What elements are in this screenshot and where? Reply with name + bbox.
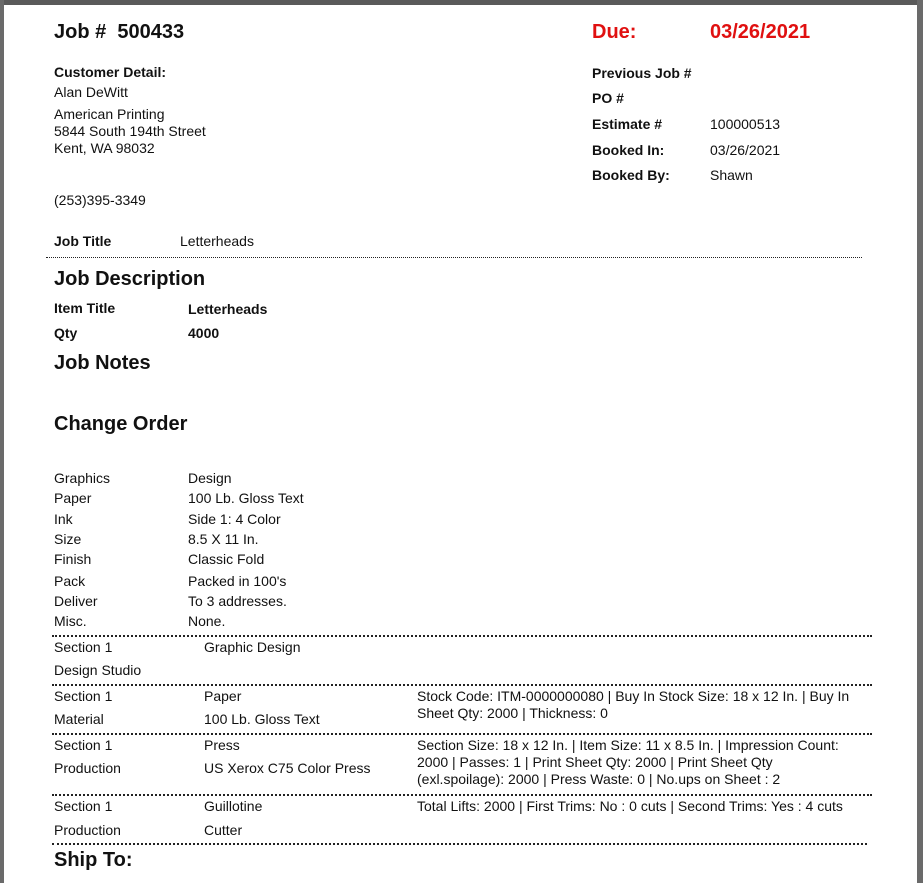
due-date: 03/26/2021: [710, 21, 811, 43]
spec-value: Classic Fold: [188, 551, 265, 567]
item-title-value: Letterheads: [188, 301, 268, 317]
customer-company: American Printing: [54, 106, 165, 122]
job-number-label: Job #: [54, 21, 107, 43]
estimate-value: 100000513: [710, 116, 781, 132]
item-title-label: Item Title: [54, 300, 116, 316]
divider: [52, 794, 872, 796]
qty-label: Qty: [54, 325, 78, 341]
spec-label: Pack: [54, 573, 86, 589]
qty-value: 4000: [188, 325, 220, 341]
spec-value: To 3 addresses.: [188, 593, 287, 609]
divider: [52, 733, 872, 735]
section-category: Production: [54, 822, 121, 838]
spec-label: Paper: [54, 490, 92, 506]
spec-label: Deliver: [54, 593, 98, 609]
section-label: Section 1: [54, 639, 113, 655]
section-details: Stock Code: ITM-0000000080 | Buy In Stock Size: 18 x 12 In. | Buy In Sheet Qty: 2000 | Thickness: 0: [417, 688, 850, 721]
spec-label: Ink: [54, 511, 73, 527]
due-label: Due:: [592, 21, 637, 43]
divider: [52, 843, 867, 845]
booked-in-value: 03/26/2021: [710, 142, 781, 158]
section-item-detail: 100 Lb. Gloss Text: [204, 711, 320, 727]
divider: [52, 684, 872, 686]
job-description-heading: Job Description: [54, 268, 206, 290]
customer-detail-heading: Customer Detail:: [54, 64, 167, 80]
section-item: Graphic Design: [204, 639, 301, 655]
customer-city: Kent, WA 98032: [54, 140, 155, 156]
spec-value: Design: [188, 470, 232, 486]
booked-by-label: Booked By:: [592, 167, 670, 183]
job-title-label: Job Title: [54, 233, 112, 249]
spec-label: Graphics: [54, 470, 111, 486]
section-item-detail: US Xerox C75 Color Press: [204, 760, 371, 776]
section-details: Section Size: 18 x 12 In. | Item Size: 11 x 8.5 In. | Impression Count: 2000 | Passes: 1 | Print Sheet Qty: 2000 | Print Sheet Qty (exl.spoilage): 2000 | Press Waste: 0 | No.ups on Sheet : 2: [417, 737, 839, 787]
section-item: Paper: [204, 688, 242, 704]
previous-job-label: Previous Job #: [592, 65, 692, 81]
section-category: Production: [54, 760, 121, 776]
spec-label: Finish: [54, 551, 92, 567]
spec-label: Size: [54, 531, 82, 547]
spec-value: 100 Lb. Gloss Text: [188, 490, 304, 506]
booked-by-value: Shawn: [710, 167, 753, 183]
booked-in-label: Booked In:: [592, 142, 665, 158]
customer-phone: (253)395-3349: [54, 192, 146, 208]
estimate-label: Estimate #: [592, 116, 663, 132]
section-item-detail: Cutter: [204, 822, 243, 838]
section-category: Design Studio: [54, 662, 142, 678]
section-label: Section 1: [54, 798, 113, 814]
customer-name: Alan DeWitt: [54, 84, 128, 100]
ship-to-heading: Ship To:: [54, 849, 133, 871]
job-number-value: 500433: [117, 21, 185, 43]
section-item: Press: [204, 737, 240, 753]
section-label: Section 1: [54, 737, 113, 753]
viewer-frame-right: [917, 0, 923, 883]
spec-value: 8.5 X 11 In.: [188, 531, 259, 547]
spec-value: Packed in 100's: [188, 573, 287, 589]
divider: [46, 257, 862, 258]
spec-value: Side 1: 4 Color: [188, 511, 281, 527]
job-notes-heading: Job Notes: [54, 352, 151, 374]
section-label: Section 1: [54, 688, 113, 704]
divider: [52, 635, 872, 637]
job-number-heading: [54, 21, 184, 44]
po-label: PO #: [592, 90, 624, 106]
job-title-value: Letterheads: [180, 233, 254, 249]
section-item: Guillotine: [204, 798, 263, 814]
viewer-frame-top: [0, 0, 923, 5]
change-order-heading: Change Order: [54, 413, 188, 435]
section-category: Material: [54, 711, 104, 727]
section-details: Total Lifts: 2000 | First Trims: No : 0 cuts | Second Trims: Yes : 4 cuts: [417, 798, 843, 814]
viewer-frame-left: [0, 0, 4, 883]
spec-label: Misc.: [54, 613, 87, 629]
spec-value: None.: [188, 613, 226, 629]
customer-street: 5844 South 194th Street: [54, 123, 206, 139]
